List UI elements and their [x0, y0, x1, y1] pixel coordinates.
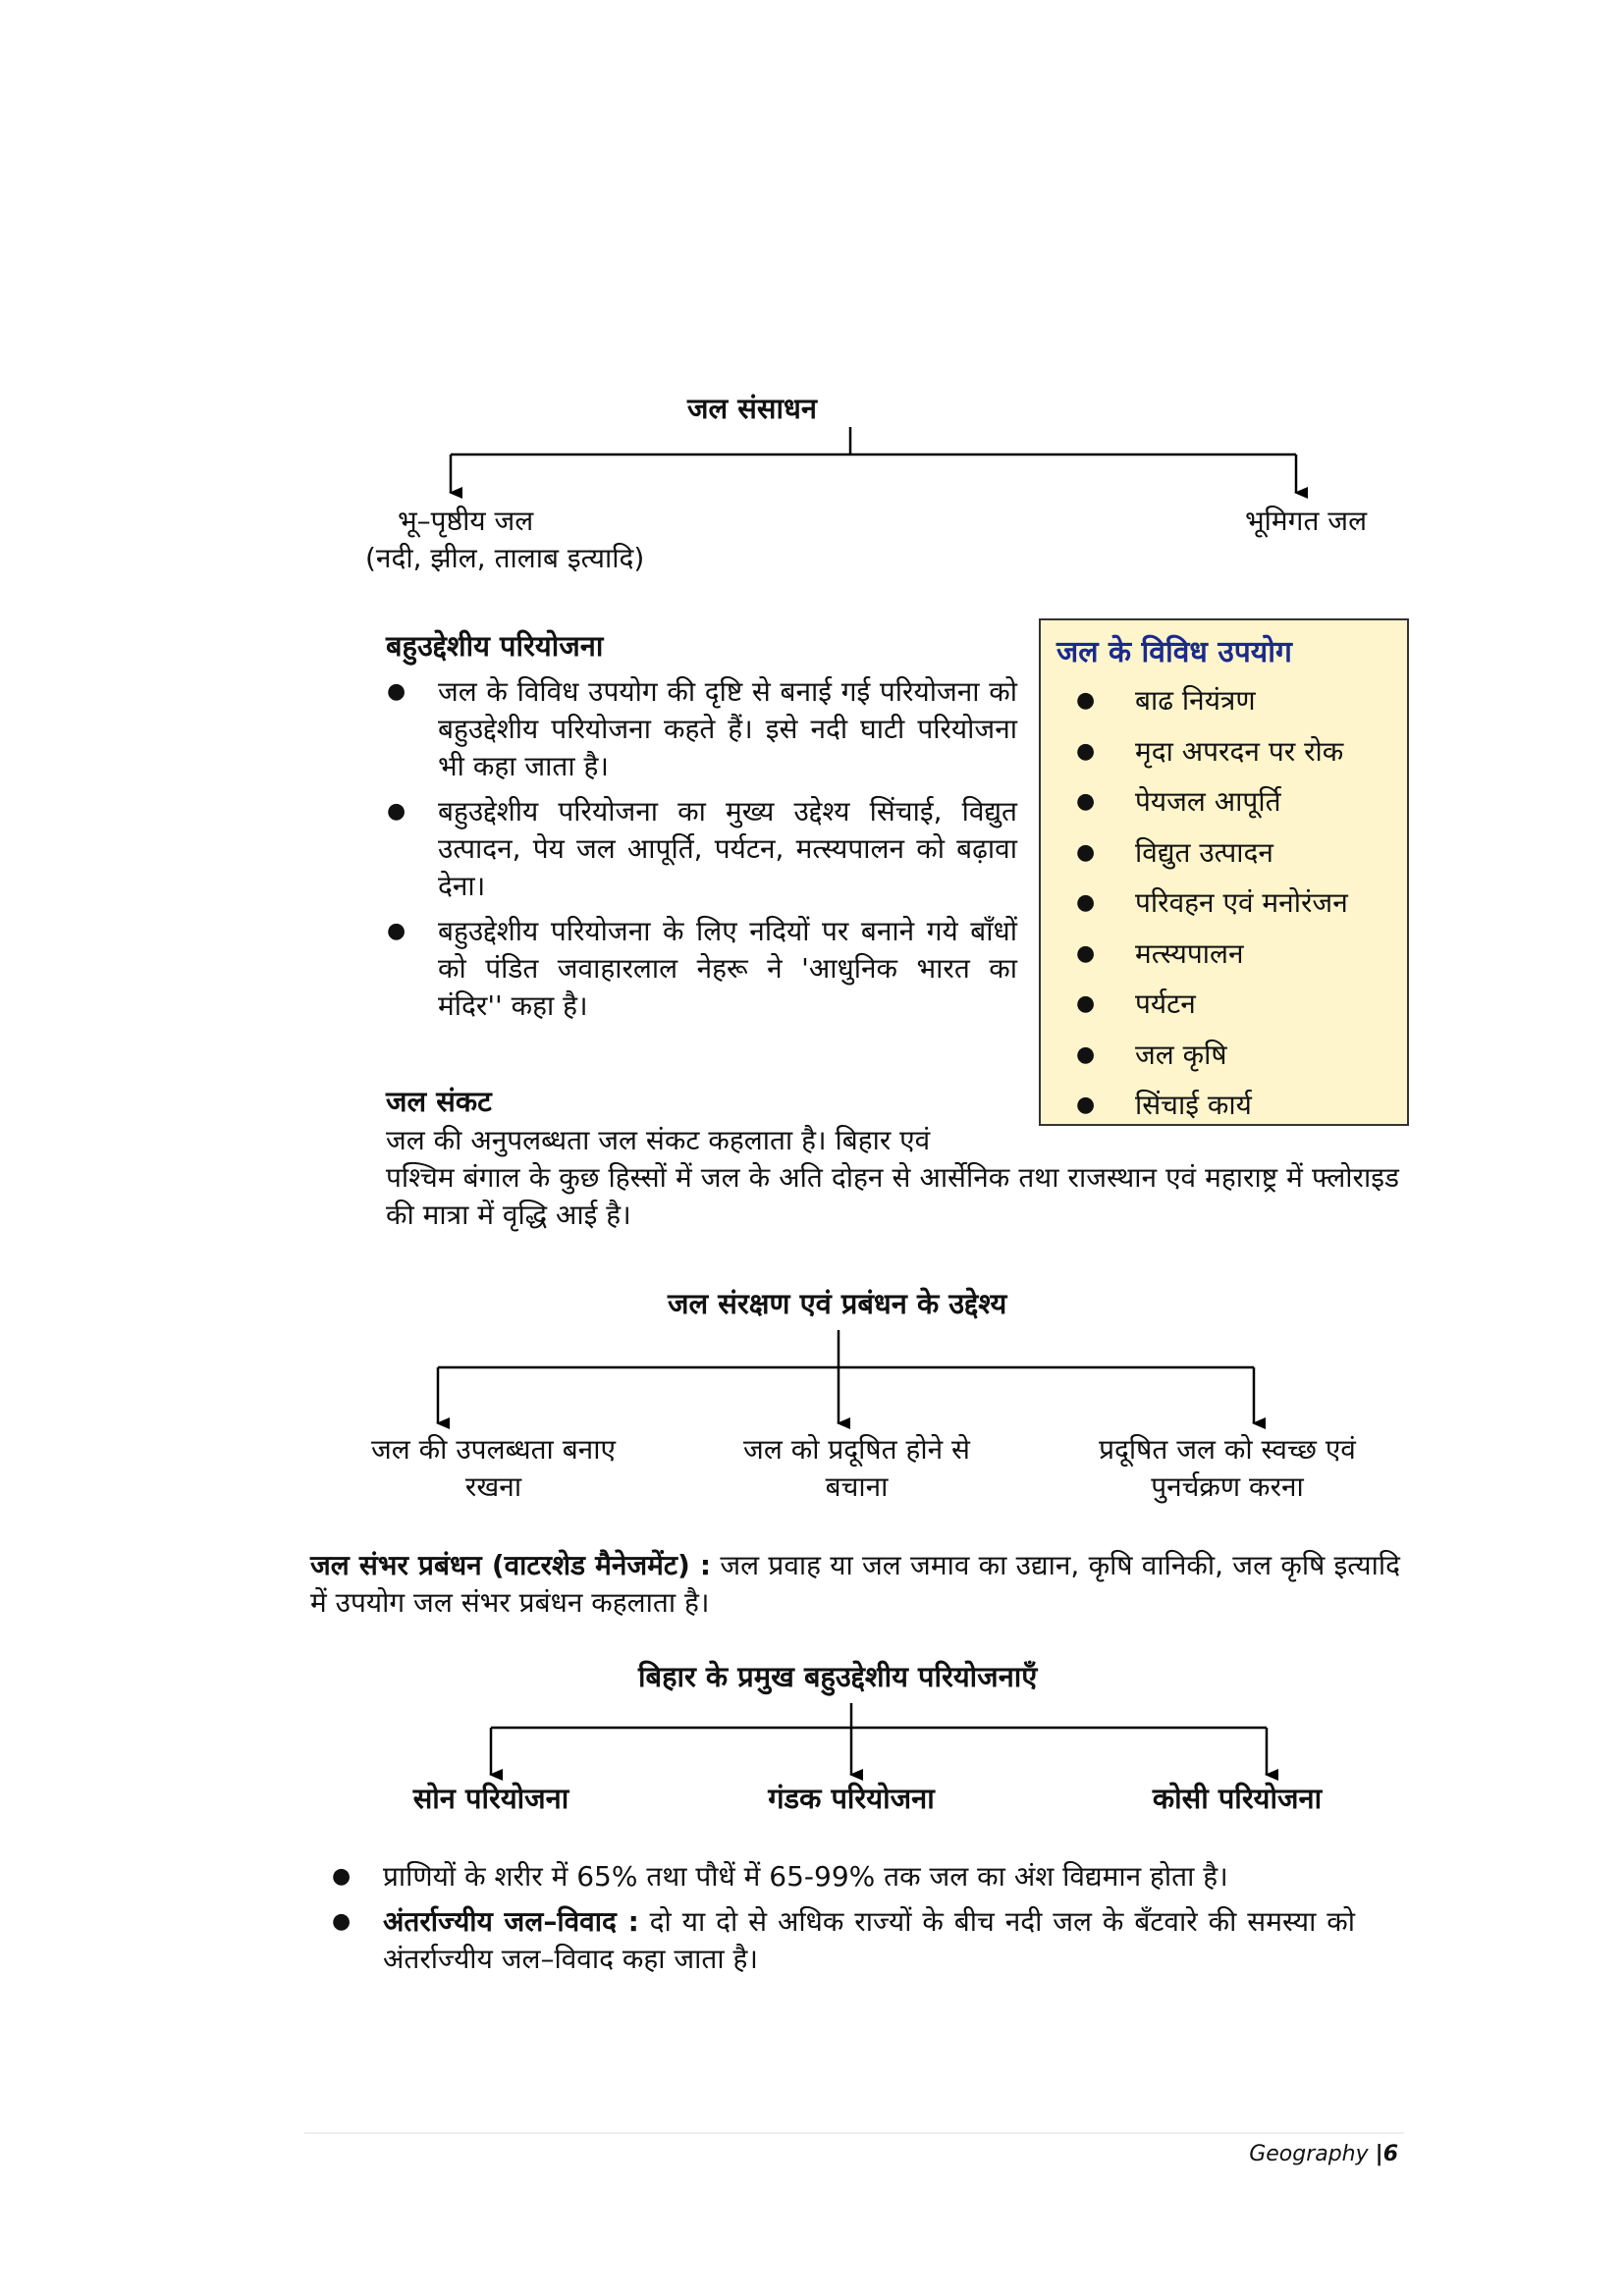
multipurpose-bullet: ● जल के विविध उपयोग की दृष्टि से बनाई गई परियोजना को बहुउद्देशीय परियोजना कहते हैं। इसे नदी घाटी परियोजना भी कहा जाता है।: [379, 673, 1017, 785]
conservation-item-line: जल को प्रदूषित होने से: [743, 1433, 970, 1466]
conservation-item-recycling: [1051, 1431, 1404, 1506]
fact-interstate-dispute: [324, 1903, 1355, 1978]
water-crisis-text: पश्चिम बंगाल के कुछ हिस्सों में जल के अति दोहन से आर्सेनिक तथा राजस्थान एवं महाराष्ट्र में फ्लोराइड की मात्रा में वृद्धि आई है।: [386, 1161, 1399, 1231]
page-number: |6: [1375, 2142, 1398, 2166]
watershed-text: जल प्रवाह या जल जमाव का उद्यान, कृषि वानिकी, जल कृषि इत्यादि में उपयोग जल संभर प्रबंधन कहलाता है।: [310, 1549, 1400, 1619]
watershed-paragraph: [310, 1547, 1400, 1622]
son-project: सोन परियोजना: [412, 1782, 569, 1815]
multipurpose-bullet: ● बहुउद्देशीय परियोजना का मुख्य उद्देश्य सिंचाई, विद्युत उत्पादन, पेय जल आपूर्ति, पर्यटन, मत्स्यपालन को बढ़ावा देना।: [379, 793, 1017, 905]
footer-divider: [304, 2132, 1404, 2134]
conservation-item-line: जल की उपलब्धता बनाए: [371, 1433, 616, 1466]
conservation-item-line: प्रदूषित जल को स्वच्छ एवं: [1099, 1433, 1356, 1466]
conservation-title: जल संरक्षण एवं प्रबंधन के उद्देश्य: [668, 1287, 1007, 1320]
water-use-item: ● पेयजल आपूर्ति: [1076, 782, 1348, 833]
page-footer: [1249, 2142, 1398, 2166]
multipurpose-list: [379, 673, 1017, 1033]
facts-list: [324, 1858, 1355, 1986]
multipurpose-bullet: ● बहुउद्देशीय परियोजना के लिए नदियों पर बनाने गये बाँधों को पंडित जवाहारलाल नेहरू ने 'आधुनिक भारत का मंदिर'' कहा है।: [379, 913, 1017, 1025]
water-resources-connector: [451, 427, 1296, 493]
bihar-projects-title: बिहार के प्रमुख बहुउद्देशीय परियोजनाएँ: [638, 1660, 1038, 1693]
water-uses-list: [1076, 681, 1348, 1137]
interstate-dispute-text: दो या दो से अधिक राज्यों के बीच नदी जल के बँटवारे की समस्या को अंतर्राज्यीय जल–विवाद कहा जाता है।: [383, 1905, 1355, 1975]
water-uses-box: [1039, 618, 1409, 1126]
water-use-item: ● पर्यटन: [1076, 985, 1348, 1036]
water-use-item: ● विद्युत उत्पादन: [1076, 833, 1348, 884]
footer-subject: Geography: [1249, 2142, 1369, 2166]
water-use-item: ● बाढ नियंत्रण: [1076, 681, 1348, 732]
water-crisis-heading: जल संकट: [386, 1085, 492, 1118]
water-use-item: ● परिवहन एवं मनोरंजन: [1076, 883, 1348, 934]
ground-water-label: भूमिगत जल: [1245, 505, 1368, 537]
conservation-item-line: पुनर्चक्रण करना: [1151, 1470, 1304, 1503]
conservation-item-availability: [324, 1431, 663, 1506]
gandak-project: गंडक परियोजना: [768, 1782, 935, 1815]
water-use-item: ● मत्स्यपालन: [1076, 934, 1348, 986]
conservation-item-pollution: [687, 1431, 1026, 1506]
water-crisis-line1: जल की अनुपलब्धता जल संकट कहलाता है। बिहार एवं: [386, 1124, 931, 1156]
water-uses-title: जल के विविध उपयोग: [1056, 635, 1292, 669]
water-use-item: ● सिंचाई कार्य: [1076, 1086, 1348, 1137]
watershed-term: जल संभर प्रबंधन (वाटरशेड मैनेजमेंट) :: [310, 1549, 712, 1581]
multipurpose-heading: बहुउद्देशीय परियोजना: [386, 629, 604, 663]
conservation-connector: [438, 1330, 1254, 1423]
water-use-item: ● मृदा अपरदन पर रोक: [1076, 732, 1348, 783]
conservation-item-line: रखना: [464, 1470, 522, 1503]
interstate-dispute-term: अंतर्राज्यीय जल–विवाद :: [383, 1905, 639, 1938]
surface-water-label: भू–पृष्ठीय जल: [398, 505, 534, 537]
conservation-item-line: बचाना: [825, 1470, 889, 1503]
water-resources-title: जल संसाधन: [687, 392, 817, 425]
water-use-item: ● जल कृषि: [1076, 1036, 1348, 1087]
fact-water-content: ● प्राणियों के शरीर में 65% तथा पौधें में 65-99% तक जल का अंश विद्यमान होता है।: [324, 1858, 1355, 1896]
kosi-project: कोसी परियोजना: [1152, 1782, 1323, 1815]
bihar-projects-connector: [491, 1703, 1267, 1775]
surface-water-examples: (नदी, झील, तालाब इत्यादि): [365, 542, 645, 574]
